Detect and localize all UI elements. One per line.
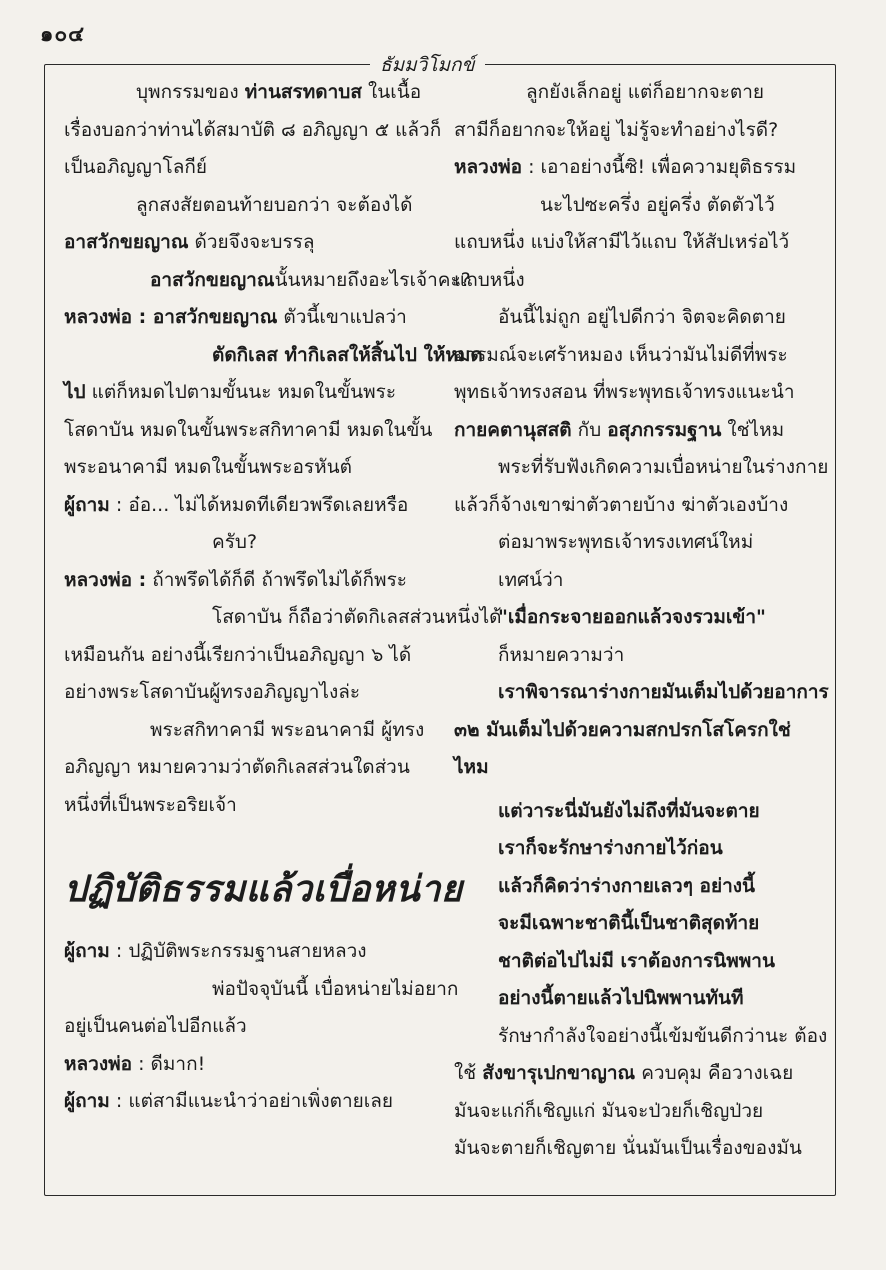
- page-number: ๑๐๔: [40, 22, 86, 46]
- text-line: เราก็จะรักษาร่างกายไว้ก่อน: [498, 837, 723, 859]
- text-line: อาสวักขยญาณนั้นหมายถึงอะไรเจ้าคะ?: [150, 268, 471, 291]
- text-line: อารมณ์จะเศร้าหมอง เห็นว่ามันไม่ดีที่พระ: [454, 343, 788, 366]
- text-line: อย่างนี้ตายแล้วไปนิพพานทันที: [498, 987, 744, 1009]
- text-line: แล้วก็จ้างเขาฆ่าตัวตายบ้าง ฆ่าตัวเองบ้าง: [454, 493, 789, 516]
- text-line: รักษากำลังใจอย่างนี้เข้มข้นดีกว่านะ ต้อง: [498, 1024, 828, 1047]
- text-line: บุพกรรมของ ท่านสรทดาบส ในเนื้อ: [136, 81, 422, 103]
- text-line: ต่อมาพระพุทธเจ้าทรงเทศน์ใหม่: [498, 531, 754, 553]
- text-line: เหมือนกัน อย่างนี้เรียกว่าเป็นอภิญญา ๖ ได้: [64, 643, 412, 666]
- text-line: ผู้ถาม : ปฏิบัติพระกรรมฐานสายหลวง: [64, 940, 367, 962]
- running-header: ธัมมวิโมกข์: [370, 50, 485, 80]
- text-line: อาสวักขยญาณ ด้วยจึงจะบรรลุ: [64, 231, 315, 253]
- text-line: หลวงพ่อ : ถ้าพรึดได้ก็ดี ถ้าพรึดไม่ได้ก็พระ: [64, 568, 407, 591]
- text-line: มันจะตายก็เชิญตาย นั่นมันเป็นเรื่องของมัน: [454, 1137, 802, 1159]
- text-line: พระสกิทาคามี พระอนาคามี ผู้ทรง: [150, 718, 425, 741]
- text-line: ก็หมายความว่า: [498, 643, 625, 666]
- text-line: ใช้ สังขารุเปกขาญาณ ควบคุม คือวางเฉย: [454, 1062, 794, 1084]
- text-line: นะไปซะครึ่ง อยู่ครึ่ง ตัดตัวไว้: [540, 193, 775, 216]
- text-line: หนึ่งที่เป็นพระอริยเจ้า: [64, 793, 237, 816]
- text-line: อย่างพระโสดาบันผู้ทรงอภิญญาไงล่ะ: [64, 681, 361, 703]
- text-line: พุทธเจ้าทรงสอน ที่พระพุทธเจ้าทรงแนะนำ: [454, 381, 795, 403]
- text-line: พระอนาคามี หมดในขั้นพระอรหันต์: [64, 456, 352, 478]
- text-line: หลวงพ่อ : ดีมาก!: [64, 1052, 206, 1075]
- text-line: ผู้ถาม : อ๋อ... ไม่ได้หมดทีเดียวพรึดเลยหรือ: [64, 493, 409, 516]
- text-line: โสดาบัน ก็ถือว่าตัดกิเลสส่วนหนึ่งได้: [212, 606, 502, 628]
- text-line: แต่วาระนี่มันยังไม่ถึงที่มันจะตาย: [498, 799, 760, 822]
- text-line: ผู้ถาม : แต่สามีแนะนำว่าอย่าเพิ่งตายเลย: [64, 1090, 394, 1112]
- text-line: เราพิจารณาร่างกายมันเต็มไปด้วยอาการ: [498, 681, 829, 703]
- text-line: แถบหนึ่ง: [454, 268, 525, 291]
- text-line: ตัดกิเลส ทำกิเลสให้สิ้นไป ให้หมด: [212, 343, 483, 366]
- text-line: พระที่รับฟังเกิดความเบื่อหน่ายในร่างกาย: [498, 456, 829, 478]
- text-line: มันจะแก่ก็เชิญแก่ มันจะป่วยก็เชิญป่วย: [454, 1099, 764, 1122]
- text-line: แล้วก็คิดว่าร่างกายเลวๆ อย่างนี้: [498, 874, 756, 897]
- text-line: พ่อปัจจุบันนี้ เบื่อหน่ายไม่อยาก: [212, 977, 459, 1000]
- text-line: ไหม: [454, 756, 489, 778]
- text-line: ๓๒ มันเต็มไปด้วยความสกปรกโสโครกใช่: [454, 718, 791, 741]
- text-line: เป็นอภิญญาโลกีย์: [64, 156, 208, 178]
- text-line: อันนี้ไม่ถูก อยู่ไปดีกว่า จิตจะคิดตาย: [498, 306, 786, 328]
- text-line: "เมื่อกระจายออกแล้วจงรวมเข้า": [498, 606, 766, 628]
- text-line: เทศน์ว่า: [498, 568, 564, 591]
- text-line: ลูกยังเล็กอยู่ แต่ก็อยากจะตาย: [526, 81, 765, 103]
- text-line: ชาติต่อไปไม่มี เราต้องการนิพพาน: [498, 949, 775, 972]
- text-line: โสดาบัน หมดในขั้นพระสกิทาคามี หมดในขั้น: [64, 418, 433, 441]
- section-heading: ปฏิบัติธรรมแล้วเบื่อหน่าย: [64, 869, 463, 910]
- text-line: ลูกสงสัยตอนท้ายบอกว่า จะต้องได้: [136, 193, 413, 216]
- text-line: เรื่องบอกว่าท่านได้สมาบัติ ๘ อภิญญา ๕ แล้วก็: [64, 118, 442, 141]
- text-line: อยู่เป็นคนต่อไปอีกแล้ว: [64, 1015, 247, 1037]
- text-line: หลวงพ่อ : เอาอย่างนี้ซิ! เพื่อความยุติธรรม: [454, 156, 797, 178]
- right-column: [454, 74, 829, 1168]
- text-line: กายคตานุสสติ กับ อสุภกรรมฐาน ใช่ไหม: [454, 418, 785, 441]
- text-line: จะมีเฉพาะชาตินี้เป็นชาติสุดท้าย: [498, 912, 760, 934]
- text-line: แถบหนึ่ง แบ่งให้สามีไว้แถบ ให้สัปเหร่อไว้: [454, 231, 790, 253]
- text-line: อภิญญา หมายความว่าตัดกิเลสส่วนใดส่วน: [64, 756, 410, 778]
- text-line: สามีก็อยากจะให้อยู่ ไม่รู้จะทำอย่างไรดี?: [454, 118, 779, 141]
- text-line: หลวงพ่อ : อาสวักขยญาณ ตัวนี้เขาแปลว่า: [64, 306, 407, 328]
- text-line: ครับ?: [212, 531, 258, 553]
- text-line: ไป แต่ก็หมดไปตามขั้นนะ หมดในขั้นพระ: [64, 381, 397, 403]
